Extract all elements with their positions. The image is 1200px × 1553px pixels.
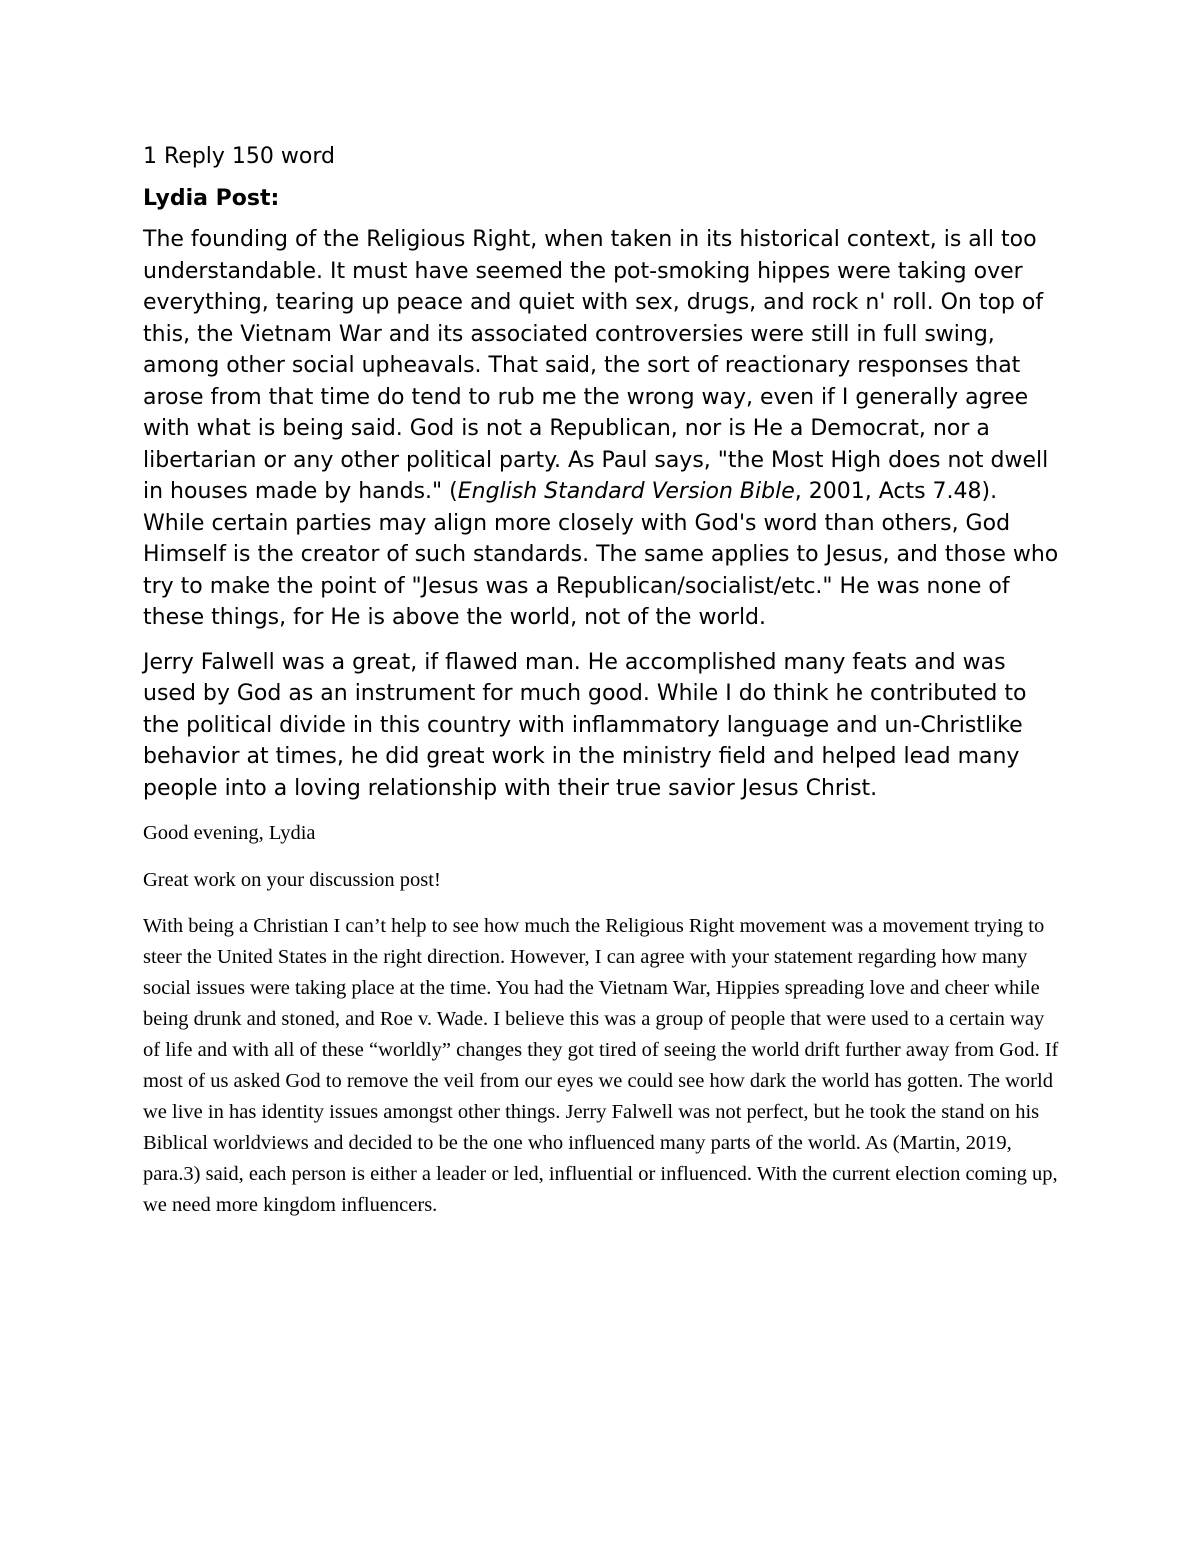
post-paragraph-1-text-b: , 2001, Acts 7.48). While certain parties may align more closely with God's word than others, God Himself is the creator of such standards. The same applies to Jesus, and those who try to make the point of "Jesus was a Republican/socialist/etc." He was none of these things, for He is above the world, not of the world. xyxy=(143,479,1059,630)
reply-praise: Great work on your discussion post! xyxy=(143,869,441,891)
post-heading: Lydia Post: xyxy=(143,185,280,211)
post-paragraph-1 xyxy=(143,224,1063,634)
citation-title: English Standard Version Bible xyxy=(457,479,795,504)
reply-body: With being a Christian I can’t help to see how much the Religious Right movement was a movement trying to steer the United States in the right direction. However, I can agree with your statement regarding how many social issues were taking place at the time. You had the Vietnam War, Hippies spreading love and cheer while being drunk and stoned, and Roe v. Wade. I believe this was a group of people that were used to a certain way of life and with all of these “worldly” changes they got tired of seeing the world drift further away from God. If most of us asked God to remove the veil from our eyes we could see how dark the world has gotten. The world we live in has identity issues amongst other things. Jerry Falwell was not perfect, but he took the stand on his Biblical worldviews and decided to be the one who influenced many parts of the world. As (Martin, 2019, para.3) said, each person is either a leader or led, influential or influenced. With the current election coming up, we need more kingdom influencers. xyxy=(143,915,1059,1216)
document-body xyxy=(143,141,1063,1221)
post-paragraph-1-text-a: The founding of the Religious Right, when taken in its historical context, is all too understandable. It must have seemed the pot-smoking hippes were taking over everything, tearing up peace and quiet with sex, drugs, and rock n' roll. On top of this, the Vietnam War and its associated controversies were still in full swing, among other social upheavals. That said, the sort of reactionary responses that arose from that time do tend to rub me the wrong way, even if I generally agree with what is being said. God is not a Republican, nor is He a Democrat, nor a libertarian or any other political party. As Paul says, "the Most High does not dwell in houses made by hands." ( xyxy=(143,227,1049,504)
assignment-line: 1 Reply 150 word xyxy=(143,144,335,169)
reply-greeting: Good evening, Lydia xyxy=(143,822,316,844)
post-paragraph-2: Jerry Falwell was a great, if flawed man. He accomplished many feats and was used by God as an instrument for much good. While I do think he contributed to the political divide in this country with inflammatory language and un-Christlike behavior at times, he did great work in the ministry field and helped lead many people into a loving relationship with their true savior Jesus Christ. xyxy=(143,649,1027,801)
